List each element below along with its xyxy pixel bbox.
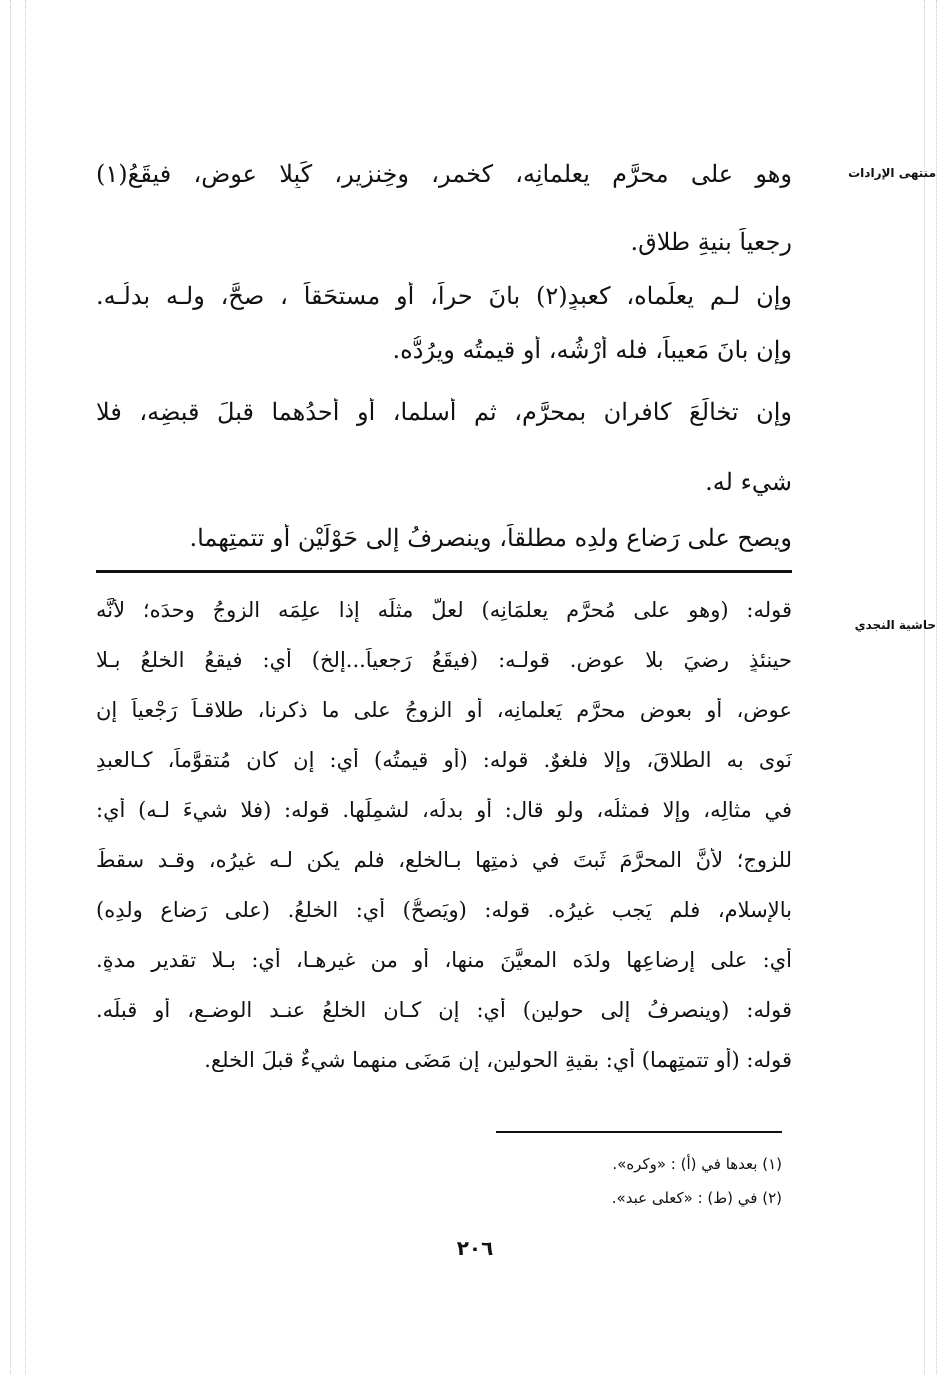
scan-border-left	[10, 0, 11, 1374]
commentary-line: أي: على إرضاعِها ولدَه المعيَّنَ منها، أو من غيرِهـا، أي: بـلا تقديرِ مدةٍ.	[96, 948, 792, 972]
commentary-line: نَوى به الطلاقَ، وإلا فلغوٌ. قوله: (أو قيمتُه) أي: إن كان مُتقوَّماً، كـالعبدِ	[96, 748, 792, 772]
side-label-matn: منتهى الإرادات	[848, 166, 936, 180]
commentary-line: قوله: (وهو على مُحرَّمٍ يعلمَانِه) لعلَّ مثلَه إذا علِمَه الزوجُ وحدَه؛ لأنَّه	[96, 598, 792, 622]
scan-border-right	[936, 0, 937, 1374]
main-line: وهو على محرَّمٍ يعلمانِه، كخمرٍ، وخِنزير، كَبِلا عوضٍ، فيقَعُ(١)	[96, 160, 792, 188]
scan-border-left-inner	[25, 0, 26, 1374]
main-line: رجعياً بنيةِ طلاقٍ.	[630, 228, 792, 256]
commentary-line: قوله: (أو تتمتِهما) أي: بقيةِ الحولين، إن مَضَى منهما شيءٌ قبلَ الخلع.	[204, 1048, 792, 1072]
commentary-line: للزوجِ؛ لأنَّ المحرَّمَ ثَبتَ في ذمتِها بـالخلع، فلم يكن لـه غيرُه، وقـد سقطَ	[96, 848, 792, 872]
main-text	[96, 150, 792, 565]
commentary-line: عوضٍ، أو بعوضٍ محرَّمٍ يَعلمانِه، أو الزوجُ على ما ذكرنا، طلاقـاً رَجْعياً إن	[96, 698, 792, 722]
scan-border-right-inner	[924, 0, 925, 1374]
main-line: شيء له.	[705, 468, 792, 496]
commentary-line: قوله: (وينصرفُ إلى حولين) أي: إن كـان الخلعُ عنـد الوضـعِ، أو قبلَه.	[96, 998, 792, 1022]
footnote: (١) بعدها في (أ) : «وكره».	[612, 1155, 782, 1173]
page-number: ٢٠٦	[456, 1236, 494, 1260]
commentary-line: في مثالِه، وإلا فمثلُه، ولو قال: أو بدلُه، لشمِلَها. قوله: (فلا شيءَ لـه) أي:	[96, 798, 792, 822]
footnotes	[430, 1150, 782, 1218]
main-line: وإن بانَ مَعيباً، فله أرْشُه، أو قيمتُه ويرُدُّه.	[392, 336, 792, 364]
footnote: (٢) في (ط) : «كعلى عبد».	[611, 1189, 782, 1207]
section-divider	[96, 570, 792, 573]
footnote-divider	[496, 1131, 782, 1133]
main-line: وإن لـم يعلَماه، كعبدٍ(٢) بانَ حراً، أو مستحَقاً ، صحَّ، ولـه بدلُـه.	[96, 282, 792, 310]
side-label-hashiya: حاشية النجدي	[854, 618, 936, 632]
commentary-line: حينئذٍ رضيَ بلا عوضٍ. قولـه: (فيقَعُ رَجعياً...إلخ) أي: فيقعُ الخلعُ بـلا	[96, 648, 792, 672]
commentary-line: بالإسلام، فلم يَجب غيرُه. قوله: (ويَصحُّ) أي: الخلعُ. (على رَضاعِ ولدِه)	[96, 898, 792, 922]
main-line: وإن تخالَعَ كافرانِ بمحرَّمٍ، ثم أسلما، أو أحدُهما قبلَ قبضِه، فلا	[96, 398, 792, 426]
main-line: ويصح على رَضاع ولدِه مطلقاً، وينصرفُ إلى حَوْلَيْن أو تتمتِهما.	[189, 524, 792, 552]
commentary-text	[96, 598, 792, 1118]
